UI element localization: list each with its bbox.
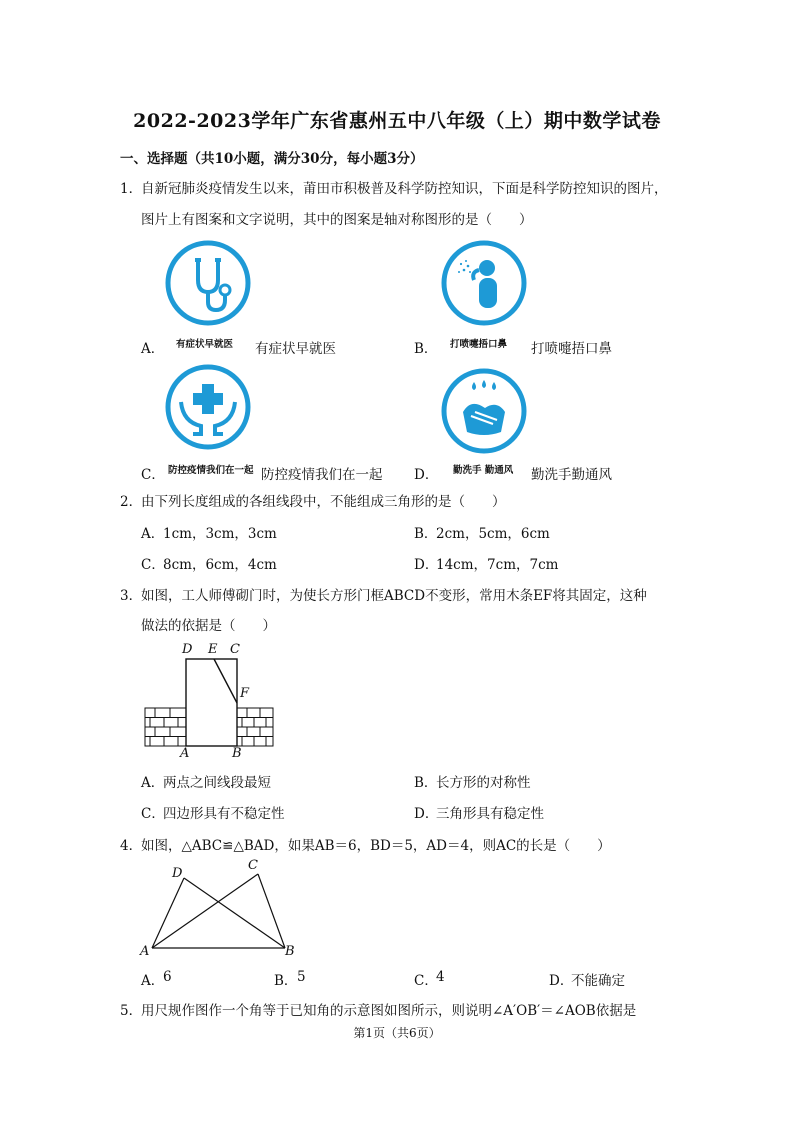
option-c-text: 防控疫情我们在一起: [261, 467, 383, 483]
q3-option-a-text: 两点之间线段最短: [163, 775, 271, 791]
label-f: F: [240, 686, 250, 701]
question-3-number: 3．: [120, 588, 143, 604]
q2-option-a-text: 1cm，3cm，3cm: [163, 526, 277, 542]
q2-option-c-text: 8cm，6cm，4cm: [163, 557, 277, 573]
q3-option-c-letter: C．: [141, 806, 165, 822]
question-4-number: 4．: [120, 838, 143, 854]
option-b-text: 打喷嚏捂口鼻: [531, 341, 612, 357]
question-4-line1: 如图，△ABC≌△BAD，如果AB＝6，BD＝5，AD＝4，则AC的长是（ ）: [141, 838, 611, 854]
door-frame-figure: [140, 642, 280, 767]
q4-option-a-text: 6: [163, 969, 172, 985]
option-a-text: 有症状早就医: [255, 341, 336, 357]
question-2-line1: 由下列长度组成的各组线段中，不能组成三角形的是（ ）: [141, 494, 506, 510]
option-d-letter: D．: [414, 467, 439, 483]
label-b: B: [232, 746, 242, 761]
q4-option-a-letter: A．: [141, 973, 165, 989]
label-b-q4: B: [285, 944, 295, 959]
page-footer: 第1页（共6页）: [353, 1026, 441, 1040]
question-3-line1: 如图，工人师傅砌门时，为使长方形门框ABCD不变形，常用木条EF将其固定，这种: [141, 588, 647, 604]
label-c-q4: C: [248, 858, 258, 873]
q2-option-b-letter: B．: [414, 526, 438, 542]
q2-option-d-letter: D．: [414, 557, 439, 573]
q3-option-d-letter: D．: [414, 806, 439, 822]
sneeze-cover-icon: [441, 240, 527, 326]
option-a-letter: A．: [141, 341, 165, 357]
section-heading: 一、选择题（共10小题，满分30分，每小题3分）: [120, 151, 424, 167]
option-b-icon-caption: 打喷嚏捂口鼻: [450, 339, 508, 350]
option-d-text: 勤洗手勤通风: [531, 467, 612, 483]
handwashing-icon: [441, 368, 527, 454]
q4-option-d-text: 不能确定: [571, 973, 625, 989]
q3-option-c-text: 四边形具有不稳定性: [163, 806, 285, 822]
option-c-icon-caption: 防控疫情我们在一起: [168, 465, 254, 476]
label-a: A: [180, 746, 190, 761]
q2-option-b-text: 2cm，5cm，6cm: [436, 526, 550, 542]
q4-option-c-text: 4: [436, 969, 445, 985]
q2-option-c-letter: C．: [141, 557, 165, 573]
question-3-line2: 做法的依据是（ ）: [141, 618, 276, 634]
label-d-q4: D: [172, 866, 183, 881]
question-5-number: 5．: [120, 1003, 143, 1019]
option-d-icon-caption: 勤洗手 勤通风: [453, 465, 514, 476]
question-1-line2: 图片上有图案和文字说明，其中的图案是轴对称图形的是（ ）: [141, 212, 533, 228]
q2-option-d-text: 14cm，7cm，7cm: [436, 557, 559, 573]
question-1-line1: 自新冠肺炎疫情发生以来，莆田市积极普及科学防控知识，下面是科学防控知识的图片，: [141, 181, 668, 197]
stethoscope-icon: [165, 240, 251, 326]
label-e: E: [208, 642, 218, 657]
q4-option-b-letter: B．: [274, 973, 298, 989]
label-a-q4: A: [140, 944, 150, 959]
q3-option-a-letter: A．: [141, 775, 165, 791]
q2-option-a-letter: A．: [141, 526, 165, 542]
hands-medical-cross-icon: [165, 364, 251, 450]
label-c: C: [230, 642, 240, 657]
page-title: 2022-2023学年广东省惠州五中八年级（上）期中数学试卷: [133, 110, 661, 132]
q3-option-b-letter: B．: [414, 775, 438, 791]
label-d: D: [182, 642, 193, 657]
question-5-line1: 用尺规作图作一个角等于已知角的示意图如图所示，则说明∠A′OB′＝∠AOB依据是: [141, 1003, 637, 1019]
q4-option-b-text: 5: [297, 969, 306, 985]
q3-option-b-text: 长方形的对称性: [436, 775, 531, 791]
question-2-number: 2．: [120, 494, 143, 510]
option-a-icon-caption: 有症状早就医: [176, 339, 234, 350]
q4-option-d-letter: D．: [549, 973, 574, 989]
option-c-letter: C．: [141, 467, 165, 483]
q4-option-c-letter: C．: [414, 973, 438, 989]
option-b-letter: B．: [414, 341, 438, 357]
question-1-number: 1．: [120, 181, 143, 197]
q3-option-d-text: 三角形具有稳定性: [436, 806, 544, 822]
